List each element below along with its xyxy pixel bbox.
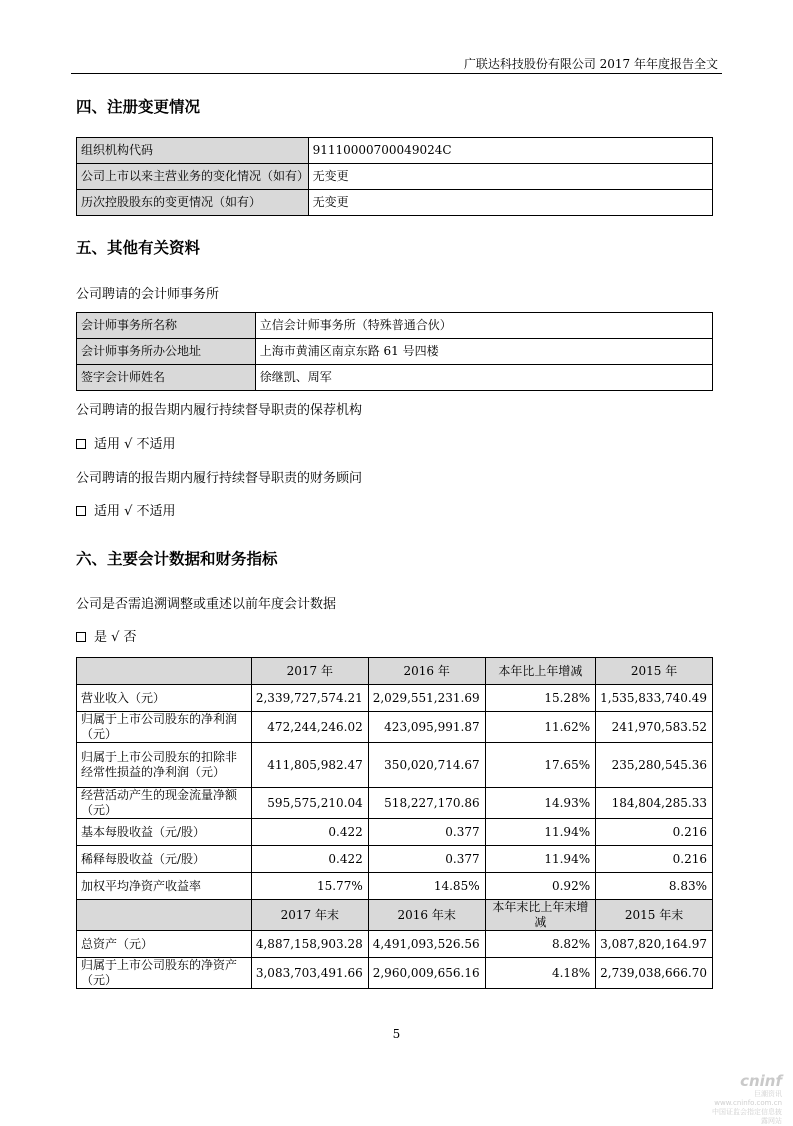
cell-value: 0.422 [251,819,368,846]
checkbox-icon [76,506,86,516]
restatement-choice [76,629,137,647]
cell-value: 15.77% [251,873,368,900]
row-label: 加权平均净资产收益率 [77,873,252,900]
watermark-line: www.cninfo.com.cn [714,1099,782,1107]
table-row [77,190,713,216]
row-label: 基本每股收益（元/股） [77,819,252,846]
watermark-logo: cninf [740,1072,782,1090]
cell-value: 411,805,982.47 [251,743,368,788]
cell-value: 423,095,991.87 [368,712,485,743]
cell-value: 11.62% [485,712,596,743]
header-cell [77,900,252,931]
cell-value: 4,491,093,526.56 [368,931,485,958]
cell-value: 15.28% [485,685,596,712]
cell-value: 4,887,158,903.28 [251,931,368,958]
row-label: 签字会计师姓名 [77,365,256,391]
cell-value: 8.82% [485,931,596,958]
table-header-row [77,900,713,931]
cell-value: 0.216 [596,846,713,873]
cell-value: 2,739,038,666.70 [596,958,713,989]
cell-value: 4.18% [485,958,596,989]
cell-value: 235,280,545.36 [596,743,713,788]
cell-value: 1,535,833,740.49 [596,685,713,712]
sponsor-question: 公司聘请的报告期内履行持续督导职责的保荐机构 [76,403,363,418]
row-value: 无变更 [308,164,712,190]
table-row [77,819,713,846]
table-row [77,788,713,819]
table-row [77,712,713,743]
row-value: 立信会计师事务所（特殊普通合伙） [255,313,712,339]
restatement-question: 公司是否需追溯调整或重述以前年度会计数据 [76,597,337,612]
row-value: 上海市黄浦区南京东路 61 号四楼 [255,339,712,365]
running-header: 广联达科技股份有限公司 2017 年年度报告全文 [463,57,718,71]
advisor-question: 公司聘请的报告期内履行持续督导职责的财务顾问 [76,471,363,486]
table-row [77,164,713,190]
row-label: 公司上市以来主营业务的变化情况（如有） [77,164,309,190]
section6-title: 六、主要会计数据和财务指标 [76,549,278,568]
section4-title: 四、注册变更情况 [76,97,201,116]
advisor-choice [76,503,176,521]
header-cell: 2016 年末 [368,900,485,931]
row-label: 经营活动产生的现金流量净额（元） [77,788,252,819]
table-row [77,685,713,712]
header-cell: 2017 年 [251,658,368,685]
page-number: 5 [392,1027,401,1041]
cell-value: 17.65% [485,743,596,788]
cell-value: 14.93% [485,788,596,819]
cell-value: 0.216 [596,819,713,846]
table-row [77,873,713,900]
cell-value: 3,083,703,491.66 [251,958,368,989]
cell-value: 8.83% [596,873,713,900]
advisor-answer: 适用 √ 不适用 [94,504,176,519]
sponsor-choice [76,436,176,454]
auditor-intro: 公司聘请的会计师事务所 [76,287,220,302]
row-label: 历次控股股东的变更情况（如有） [77,190,309,216]
table-row [77,138,713,164]
table-row [77,365,713,391]
header-cell: 2015 年 [596,658,713,685]
row-label: 归属于上市公司股东的净利润（元） [77,712,252,743]
cell-value: 0.422 [251,846,368,873]
row-label: 归属于上市公司股东的净资产（元） [77,958,252,989]
cell-value: 2,960,009,656.16 [368,958,485,989]
cell-value: 472,244,246.02 [251,712,368,743]
row-label: 组织机构代码 [77,138,309,164]
registration-table [76,137,713,216]
cell-value: 595,575,210.04 [251,788,368,819]
table-header-row [77,658,713,685]
row-label: 营业收入（元） [77,685,252,712]
cell-value: 3,087,820,164.97 [596,931,713,958]
table-row [77,743,713,788]
auditor-table [76,312,713,391]
header-cell: 本年比上年增减 [485,658,596,685]
cell-value: 2,029,551,231.69 [368,685,485,712]
header-cell: 2016 年 [368,658,485,685]
row-label: 稀释每股收益（元/股） [77,846,252,873]
header-cell: 本年末比上年末增减 [485,900,596,931]
header-cell: 2015 年末 [596,900,713,931]
restatement-answer: 是 √ 否 [94,630,137,645]
cell-value: 11.94% [485,819,596,846]
cell-value: 184,804,285.33 [596,788,713,819]
row-value: 徐继凯、周军 [255,365,712,391]
cell-value: 241,970,583.52 [596,712,713,743]
checkbox-icon [76,632,86,642]
header-rule [71,73,722,74]
watermark-line: 巨潮资讯 [754,1090,782,1098]
section5-title: 五、其他有关资料 [76,238,201,257]
cell-value: 350,020,714.67 [368,743,485,788]
row-label: 总资产（元） [77,931,252,958]
cell-value: 0.377 [368,846,485,873]
row-label: 会计师事务所名称 [77,313,256,339]
cell-value: 518,227,170.86 [368,788,485,819]
financial-data-table [76,657,713,989]
table-row [77,313,713,339]
cell-value: 2,339,727,574.21 [251,685,368,712]
row-label: 归属于上市公司股东的扣除非经常性损益的净利润（元） [77,743,252,788]
table-row [77,339,713,365]
cell-value: 0.92% [485,873,596,900]
checkbox-icon [76,439,86,449]
table-row [77,846,713,873]
row-value: 91110000700049024C [308,138,712,164]
table-row [77,958,713,989]
cell-value: 14.85% [368,873,485,900]
cell-value: 0.377 [368,819,485,846]
header-cell: 2017 年末 [251,900,368,931]
row-value: 无变更 [308,190,712,216]
row-label: 会计师事务所办公地址 [77,339,256,365]
watermark-line: 中国证监会指定信息披露网站 [712,1108,782,1125]
table-row [77,931,713,958]
cell-value: 11.94% [485,846,596,873]
sponsor-answer: 适用 √ 不适用 [94,437,176,452]
header-cell [77,658,252,685]
cninfo-watermark [712,1072,782,1125]
